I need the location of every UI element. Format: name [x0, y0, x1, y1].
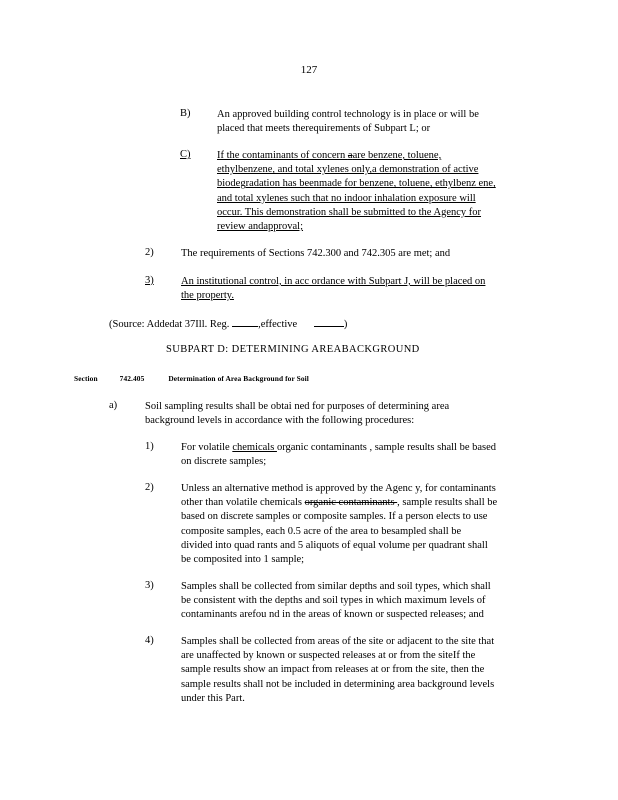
section-label: Section [74, 374, 98, 383]
procedure-3-marker: 3) [145, 580, 154, 591]
item-b-line: placed that meets therequirements of Subpart L; or [217, 123, 431, 135]
item-2-line: The requirements of Sections 742.300 and 742.305 are met; and [181, 248, 451, 259]
procedure-1-start: For volatile [181, 442, 233, 453]
procedure-1-line: on discrete samples; [181, 456, 267, 468]
procedure-2-line: composite samples, each 0.5 acre of the area to besampled shall be [181, 525, 462, 537]
item-c-deleted-text: a [347, 150, 353, 161]
item-b-text [217, 108, 479, 136]
procedure-4-line: under this Part. [181, 692, 245, 704]
item-a-line: background levels in accordance with the following procedures: [145, 415, 415, 427]
item-3-line: the property. [181, 290, 234, 302]
procedure-3-text [181, 580, 491, 623]
source-note [109, 316, 347, 332]
item-a-line: Soil sampling results shall be obtai ned for purposes of determining area [145, 401, 450, 412]
item-c-marker: C) [180, 149, 191, 160]
item-c-line [217, 149, 496, 163]
procedure-2-line [181, 496, 497, 510]
procedure-3-line: contaminants arefou nd in the areas of known or suspected releases; and [181, 609, 484, 621]
item-c-line1-end: are benzene, toluene, [352, 150, 442, 161]
item-2-text [181, 247, 450, 261]
item-c-text [217, 149, 496, 234]
procedure-2-line2-end: , sample results shall be [397, 497, 498, 509]
procedure-2-marker: 2) [145, 482, 154, 493]
procedure-3-line: Samples shall be collected from similar depths and soil types, which shall [181, 581, 491, 592]
procedure-2-line: be composited into 1 sample; [181, 554, 305, 566]
procedure-2-deleted-text: organic contaminants [304, 497, 398, 509]
section-heading [74, 374, 309, 383]
reg-blank [232, 316, 258, 327]
item-3-text [181, 275, 485, 303]
procedure-4-text [181, 635, 494, 706]
item-a-text [145, 400, 449, 428]
procedure-2-line: divided into quad rants and 5 aliquots of equal volume per quadrant shall [181, 539, 488, 551]
procedure-4-line: sample results shall not be included in determining area background levels [181, 678, 495, 690]
procedure-4-marker: 4) [145, 635, 154, 646]
section-number: 742.405 [119, 374, 145, 383]
procedure-2-text [181, 482, 497, 567]
source-suffix: ) [343, 319, 348, 330]
procedure-3-line: be consistent with the depths and soil types in which maximum levels of [181, 595, 486, 607]
procedure-4-line: are unaffected by known or suspected releases at or from the siteIf the [181, 650, 476, 662]
procedure-4-line: Samples shall be collected from areas of the site or adjacent to the site that [181, 636, 495, 647]
page-number: 127 [300, 64, 318, 76]
subpart-title: SUBPART D: DETERMINING AREABACKGROUND [166, 344, 420, 355]
procedure-1-line [181, 441, 496, 455]
item-a-marker: a) [109, 400, 118, 411]
effective-date-blank [314, 316, 344, 327]
procedure-1-text [181, 441, 496, 469]
item-c-line1-start: If the contaminants of concern [217, 150, 348, 161]
item-c-line: ethylbenzene, and total xylenes only,a demonstration of active [217, 164, 479, 176]
source-line [109, 316, 347, 332]
item-3-marker: 3) [145, 275, 154, 286]
item-3-line: An institutional control, in acc ordance with Subpart J, will be placed on [181, 276, 486, 287]
procedure-1-marker: 1) [145, 441, 154, 452]
source-effective: ,effective [258, 319, 300, 330]
item-c-line: biodegradation has beenmade for benzene, toluene, ethylbenz ene, [217, 178, 496, 190]
item-c-line: occur. This demonstration shall be submitted to the Agency for [217, 206, 482, 218]
procedure-2-line: based on discrete samples or composite samples. If a person elects to use [181, 511, 488, 523]
item-b-marker: B) [180, 108, 191, 119]
procedure-1-end: organic contaminants , sample results shall be based [276, 442, 497, 453]
procedure-2-line: Unless an alternative method is approved by the Agenc y, for contaminants [181, 483, 496, 494]
item-c-line: and total xylenes such that no indoor inhalation exposure will [217, 192, 476, 204]
item-c-line: review andapproval; [217, 221, 304, 233]
source-prefix: (Source: Addedat 37Ill. Reg. [109, 319, 233, 330]
item-2-marker: 2) [145, 247, 154, 258]
section-title: Determination of Area Background for Soil [168, 374, 309, 383]
procedure-1-inserted-text: chemicals [232, 442, 277, 453]
procedure-2-line2-start: other than volatile chemicals [181, 497, 305, 509]
procedure-4-line: sample results show an impact from releases at or from the site, then the [181, 664, 485, 676]
item-b-line: An approved building control technology is in place or will be [217, 109, 479, 120]
